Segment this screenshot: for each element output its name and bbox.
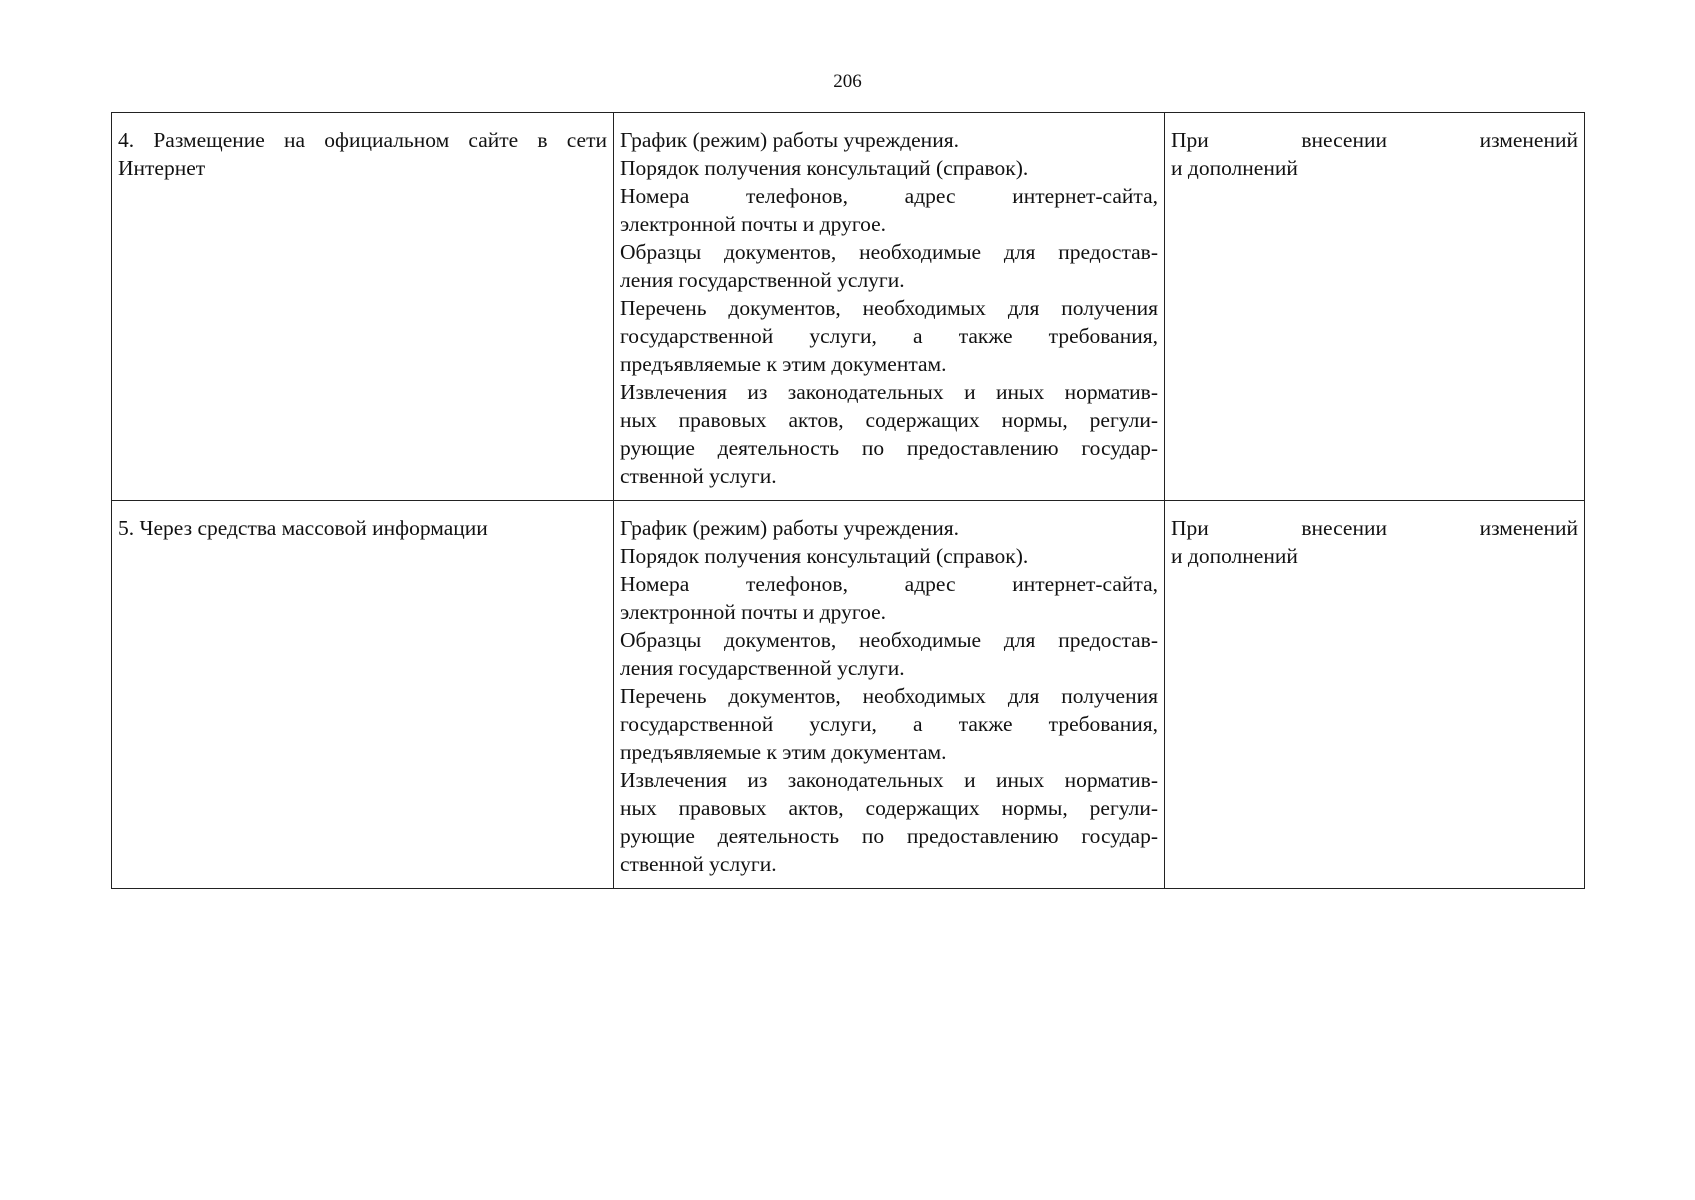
content-line: График (режим) работы учреждения. <box>620 516 959 540</box>
info-table <box>111 112 1585 889</box>
content-line: График (режим) работы учреждения. <box>620 128 959 152</box>
content-line: государственной услуги, а также требования, <box>620 712 1158 736</box>
table-row <box>112 501 1585 889</box>
content-line: предъявляемые к этим документам. <box>620 352 947 376</box>
method-cell <box>112 113 614 501</box>
method-cell <box>112 501 614 889</box>
content-line: Перечень документов, необходимых для получения <box>620 684 1158 708</box>
content-cell <box>614 113 1165 501</box>
content-line: Извлечения из законодательных и иных норматив- <box>620 380 1158 404</box>
content-line: ления государственной услуги. <box>620 656 905 680</box>
content-line: Перечень документов, необходимых для получения <box>620 296 1158 320</box>
content-line: ственной услуги. <box>620 852 777 876</box>
content-line: Образцы документов, необходимые для предостав- <box>620 628 1158 652</box>
content-line: предъявляемые к этим документам. <box>620 740 947 764</box>
timing-line: и дополнений <box>1171 156 1298 180</box>
timing-line: При внесении изменений <box>1171 128 1578 152</box>
content-line: Номера телефонов, адрес интернет-сайта, <box>620 184 1158 208</box>
timing-line: и дополнений <box>1171 544 1298 568</box>
content-line: рующие деятельность по предоставлению государ- <box>620 436 1158 460</box>
content-line: Порядок получения консультаций (справок). <box>620 156 1029 180</box>
content-line: электронной почты и другое. <box>620 600 887 624</box>
page-number: 206 <box>833 71 862 92</box>
content-line: рующие деятельность по предоставлению государ- <box>620 824 1158 848</box>
timing-line: При внесении изменений <box>1171 516 1578 540</box>
content-line: Извлечения из законодательных и иных норматив- <box>620 768 1158 792</box>
content-line: электронной почты и другое. <box>620 212 887 236</box>
content-line: Порядок получения консультаций (справок). <box>620 544 1029 568</box>
content-line: Образцы документов, необходимые для предостав- <box>620 240 1158 264</box>
content-cell <box>614 501 1165 889</box>
method-line: 5. Через средства массовой информации <box>118 516 488 540</box>
content-line: государственной услуги, а также требования, <box>620 324 1158 348</box>
content-line: ственной услуги. <box>620 464 777 488</box>
timing-cell <box>1165 501 1585 889</box>
method-line: Интернет <box>118 156 206 180</box>
table-row <box>112 113 1585 501</box>
content-line: ления государственной услуги. <box>620 268 905 292</box>
content-line: Номера телефонов, адрес интернет-сайта, <box>620 572 1158 596</box>
method-line: 4. Размещение на официальном сайте в сети <box>118 128 607 152</box>
timing-cell <box>1165 113 1585 501</box>
content-line: ных правовых актов, содержащих нормы, регули- <box>620 408 1158 432</box>
content-line: ных правовых актов, содержащих нормы, регули- <box>620 796 1158 820</box>
